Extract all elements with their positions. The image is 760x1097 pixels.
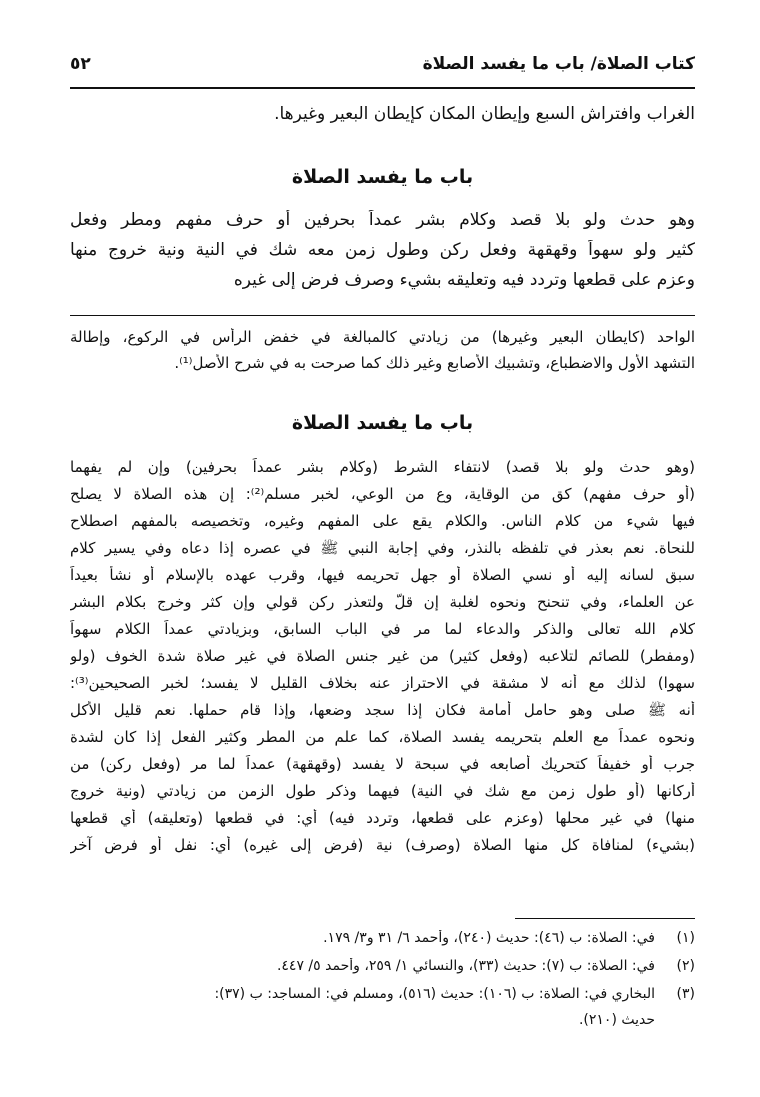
footnote-text: في: الصلاة: ب (٧): حديث (٣٣)، والنسائي ١/ ٢٥٩، وأحمد ٥/ ٤٤٧. (276, 958, 655, 974)
footnote-text: في: الصلاة: ب (٤٦): حديث (٢٤٠)، وأحمد ٦/ ٣١ و٣/ ١٧٩. (323, 930, 655, 946)
footnote-text: حديث (٢١٠). (578, 1012, 655, 1028)
sharh-line: عن العلماء، وفي تنحنح ونحوه لغلبة إن قلّ ولتعذر ركن قولي وإن كثر وخرج بكلام البشر (70, 593, 695, 611)
sharh-line: سهوا) لذلك مع أنه لا مشقة في الاحتراز عنه بخلاف القليل لا يفسد؛ لخبر الصحيحين⁽³⁾: (70, 674, 695, 692)
document-page (70, 0, 695, 1097)
footnote (70, 1012, 695, 1028)
sharh-line: منها) في غير محلها (وعزم على قطعها، وتردد فيه) أي: في قطعها (وتعليقه) أي قطعها (70, 809, 695, 827)
sharh-line: سبق لسانه إليه أو نسي الصلاة أو جهل تحريمه فيها، وقرب عهده بالإسلام أو نشأ بعيداً (70, 566, 695, 584)
footnote-number: (٢) (676, 958, 695, 974)
sharh-line: أنه ﷺ صلى وهو حامل أمامة فكان إذا سجد وضعها، وإذا قام حملها. نعم قليل الأكل (70, 701, 695, 719)
footnote (70, 930, 695, 946)
sharh-line: كلام الله تعالى والذكر والدعاء لما مر في الباب السابق، وبزيادتي عمداً الكلام سهواً (70, 620, 695, 638)
running-title: كتاب الصلاة/ باب ما يفسد الصلاة (422, 54, 695, 74)
sharh-line: جرب أو خفيفاً كتحريك أصابعه في سبحة لا يفسد (وقهقهة) عمداً لما مر (وفعل ركن) من (70, 755, 695, 773)
footnote-number: (١) (676, 930, 695, 946)
footnote-text: البخاري في: الصلاة: ب (١٠٦): حديث (٥١٦)، ومسلم في: المساجد: ب (٣٧): (214, 986, 655, 1002)
footnote (70, 958, 695, 974)
sharh-line: للنحاة. نعم بعذر في تلفظه بالنذر، وفي إجابة النبي ﷺ في عصره إذا دعاه وفي يسير كلام (70, 539, 695, 557)
matn-line: وهو حدث ولو بلا قصد وكلام بشر عمداً بحرفين أو حرف مفهم ومطر وفعل (70, 210, 695, 230)
header-rule (70, 87, 695, 89)
body-line: الغراب وافتراش السبع وإيطان المكان كإيطان البعير وغيرها. (274, 104, 695, 124)
sharh-line: الواحد (كايطان البعير وغيرها) من زيادتي كالمبالغة في خفض الرأس في الركوع، وإطالة (70, 328, 695, 346)
footnote-rule (515, 918, 695, 919)
sharh-line: (بشيء) لمنافاة كل منها الصلاة (وصرف) نية (فرض إلى غيره) أي: نفل أو فرض آخر (70, 836, 695, 854)
separator-rule (70, 315, 695, 316)
sharh-line: (أو حرف مفهم) كق من الوقاية، وع من الوعي، لخبر مسلم⁽²⁾: إن هذه الصلاة لا يصلح (70, 485, 695, 503)
sharh-line: أركانها (أو طول زمن مع شك في النية) فيهما وذكر طول الزمن من زيادتي (ونية خروج (70, 782, 695, 800)
matn-line: وعزم على قطعها وتردد فيه وتعليقه بشيء وصرف فرض إلى غيره (233, 270, 695, 290)
section-heading: باب ما يفسد الصلاة (291, 166, 474, 188)
footnote-number: (٣) (676, 986, 695, 1002)
sharh-line: (وهو حدث ولو بلا قصد) لانتفاء الشرط (وكلام بشر عمداً بحرفين) وإن لم يفهما (70, 458, 695, 476)
footnote (70, 986, 695, 1002)
sharh-line: ونحوه عمداً مع العلم بتحريمه يفسد الصلاة، كما علم من المطر وكثير الفعل إذا كان لشدة (70, 728, 695, 746)
sharh-line: التشهد الأول والاضطباع، وتشبيك الأصابع وغير ذلك كما صرحت به في شرح الأصل⁽¹⁾. (174, 354, 695, 372)
section-heading: باب ما يفسد الصلاة (291, 412, 474, 434)
sharh-line: (ومفطر) للصائم لتلاعبه (وفعل كثير) من غير جنس الصلاة في غير صلاة شدة الخوف (ولو (70, 647, 695, 665)
matn-line: كثير ولو سهواً وقهقهة وفعل ركن وطول زمن معه شك في النية ونية خروج منها (70, 240, 695, 260)
running-header (70, 52, 695, 82)
page-number: ٥٢ (70, 54, 91, 74)
sharh-line: فيها شيء من كلام الناس. والكلام يقع على المفهم وغيره، وتخصيصه بالمفهم اصطلاح (70, 512, 695, 530)
